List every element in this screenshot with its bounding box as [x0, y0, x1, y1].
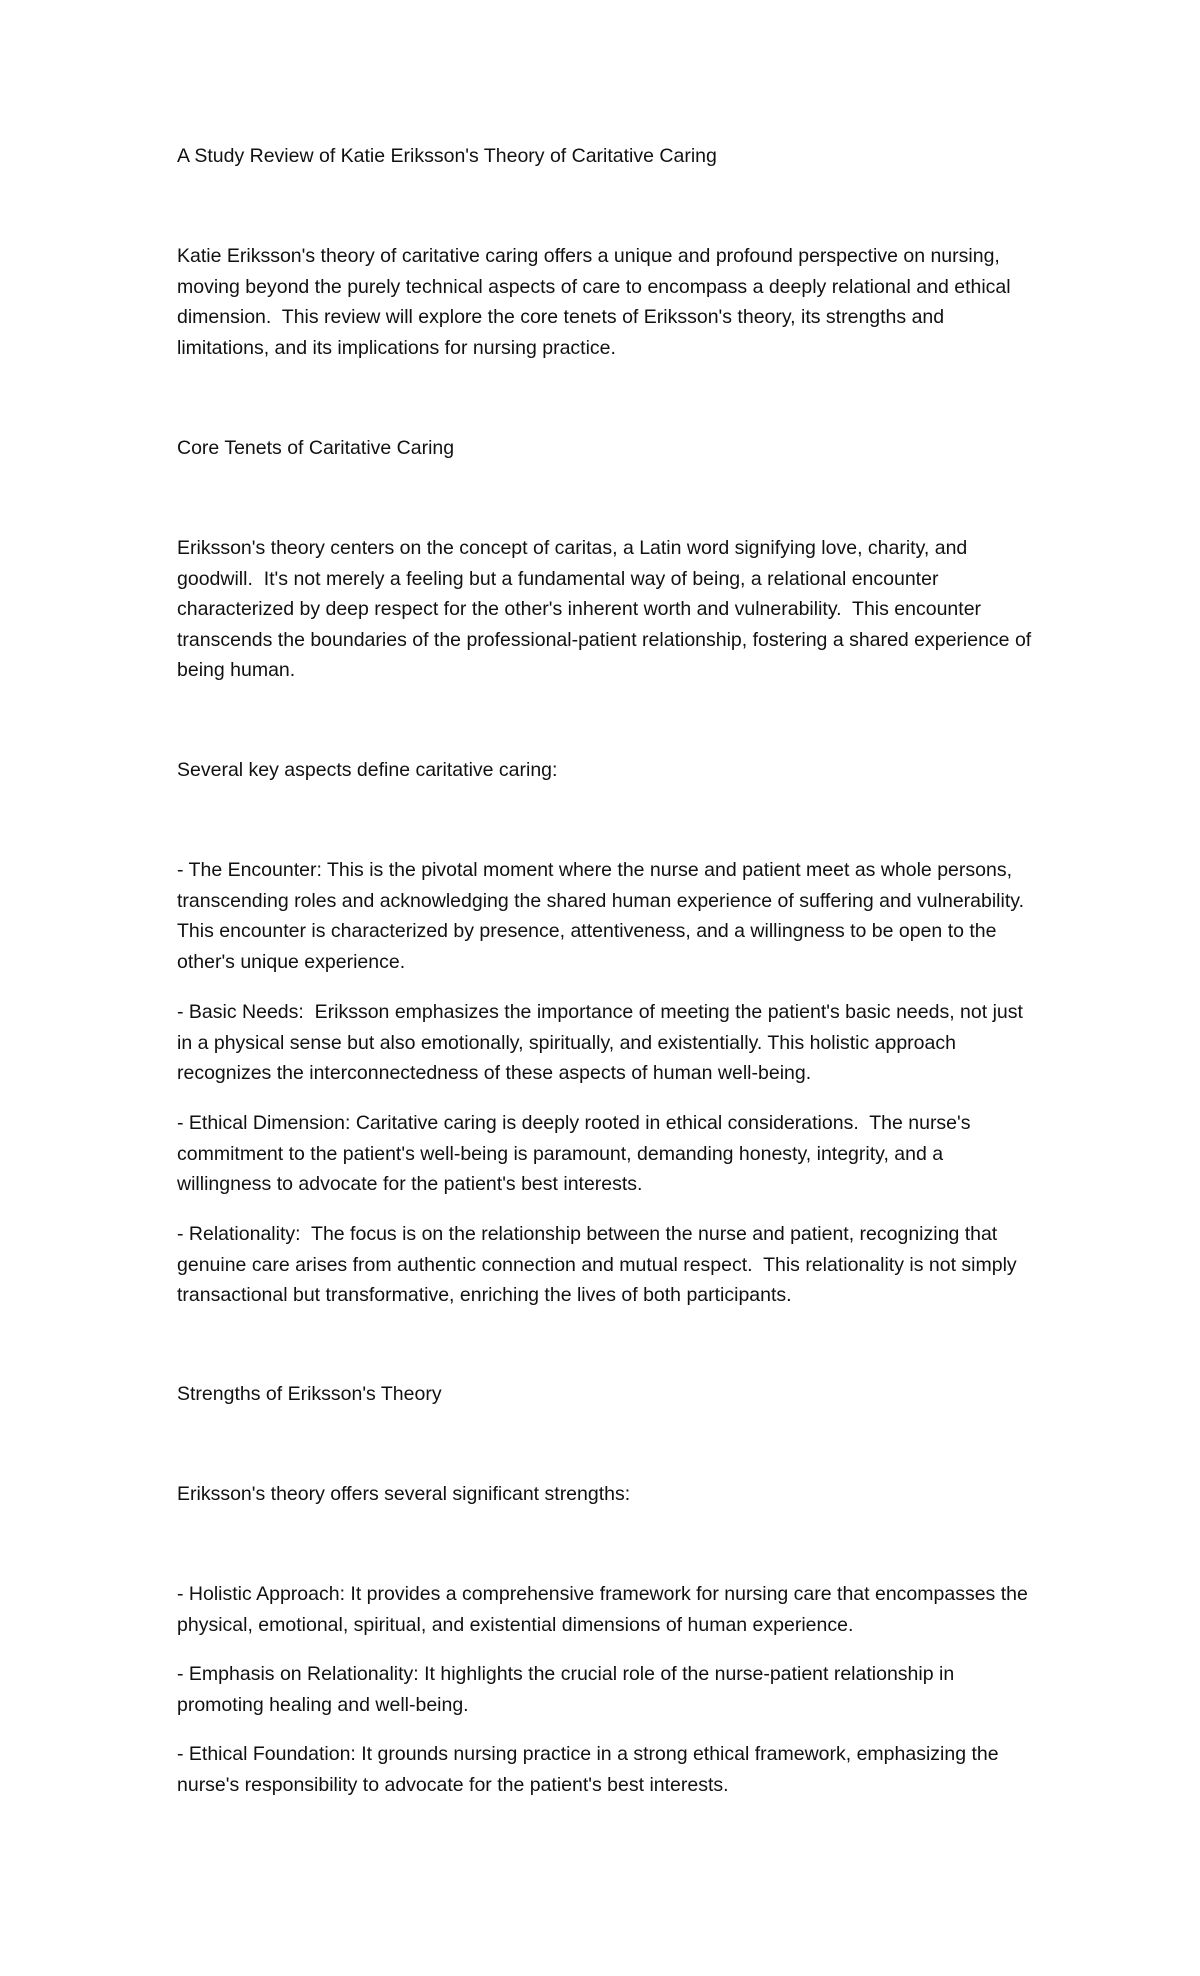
core-tenets-heading: Core Tenets of Caritative Caring — [177, 437, 455, 459]
list-item-emphasis-relationality: - Emphasis on Relationality: It highlights the crucial role of the nurse-patient relationship in promoting healing and well-being. — [177, 1663, 960, 1716]
core-tenets-paragraph: Eriksson's theory centers on the concept of caritas, a Latin word signifying love, charity, and goodwill. It's not merely a feeling but a fundamental way of being, a relational encounter characterized by deep respect for the other's inherent worth and vulnerability. This encounter transcends the boundaries of the professional-patient relationship, fostering a shared experience of being human. — [177, 537, 1037, 681]
list-item-holistic-approach: - Holistic Approach: It provides a comprehensive framework for nursing care that encompasses the physical, emotional, spiritual, and existential dimensions of human experience. — [177, 1583, 1034, 1636]
strengths-heading: Strengths of Eriksson's Theory — [177, 1383, 442, 1405]
strengths-intro: Eriksson's theory offers several significant strengths: — [177, 1483, 631, 1505]
list-item-ethical-foundation: - Ethical Foundation: It grounds nursing practice in a strong ethical framework, emphasizing the nurse's responsibility to advocate for the patient's best interests. — [177, 1743, 1005, 1796]
list-item-basic-needs: - Basic Needs: Eriksson emphasizes the importance of meeting the patient's basic needs, not just in a physical sense but also emotionally, spiritually, and existentially. This holistic approach recognizes the interconnectedness of these aspects of human well-being. — [177, 1001, 1029, 1084]
document-title: A Study Review of Katie Eriksson's Theory of Caritative Caring — [177, 145, 717, 167]
list-item-relationality: - Relationality: The focus is on the relationship between the nurse and patient, recognizing that genuine care arises from authentic connection and mutual respect. This relationality is not simply transactional but transformative, enriching the lives of both participants. — [177, 1223, 1023, 1306]
aspects-intro: Several key aspects define caritative caring: — [177, 759, 558, 781]
list-item-ethical-dimension: - Ethical Dimension: Caritative caring is deeply rooted in ethical considerations. The nurse's commitment to the patient's well-being is paramount, demanding honesty, integrity, and a willingness to advocate for the patient's best interests. — [177, 1112, 976, 1195]
list-item-encounter: - The Encounter: This is the pivotal moment where the nurse and patient meet as whole persons, transcending roles and acknowledging the shared human experience of suffering and vulnerability. This encounter is characterized by presence, attentiveness, and a willingness to be open to the other's unique experience. — [177, 859, 1035, 973]
intro-paragraph: Katie Eriksson's theory of caritative caring offers a unique and profound perspective on nursing, moving beyond the purely technical aspects of care to encompass a deeply relational and ethical dimension. This review will explore the core tenets of Eriksson's theory, its strengths and limitations, and its implications for nursing practice. — [177, 245, 1017, 359]
